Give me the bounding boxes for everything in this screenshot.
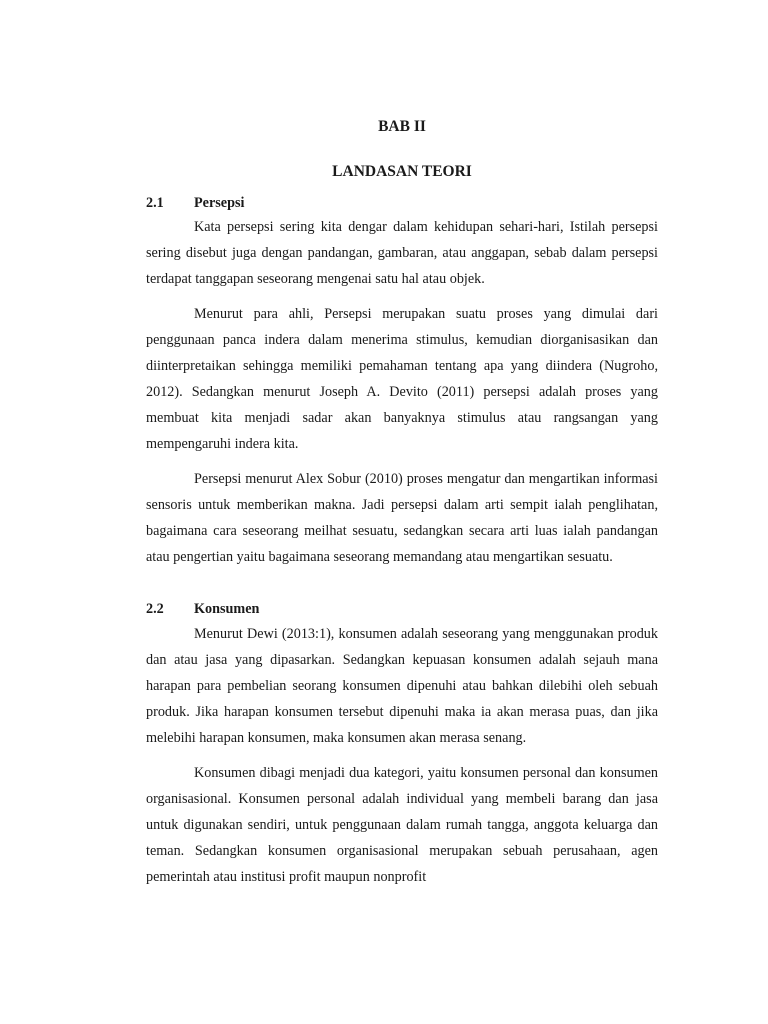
section-heading-persepsi bbox=[146, 193, 658, 213]
paragraph: Konsumen dibagi menjadi dua kategori, yaitu konsumen personal dan konsumen organisasional. Konsumen personal adalah individual yang membeli barang dan jasa untuk digunakan sendiri, untuk penggunaan dalam rumah tangga, anggota keluarga dan teman. Sedangkan konsumen organisasional merupakan sebuah perusahaan, agen pemerintah atau institusi profit maupun nonprofit bbox=[146, 765, 658, 885]
section-heading-konsumen bbox=[146, 599, 658, 619]
section-number: 2.1 bbox=[146, 195, 164, 211]
chapter-title: LANDASAN TEORI bbox=[332, 163, 472, 180]
section-number: 2.2 bbox=[146, 601, 164, 617]
paragraph: Menurut para ahli, Persepsi merupakan suatu proses yang dimulai dari penggunaan panca indera dalam menerima stimulus, kemudian diorganisasikan dan diinterpretaikan sehingga memiliki pemahaman tentang apa yang diindera (Nugroho, 2012). Sedangkan menurut Joseph A. Devito (2011) persepsi adalah proses yang membuat kita menjadi sadar akan banyaknya stimulus atau rangsangan yang mempengaruhi indera kita. bbox=[146, 306, 658, 452]
section-body-persepsi bbox=[146, 214, 658, 570]
section-title: Persepsi bbox=[194, 195, 245, 211]
chapter-number: BAB II bbox=[378, 118, 426, 135]
paragraph: Menurut Dewi (2013:1), konsumen adalah seseorang yang menggunakan produk dan atau jasa yang dipasarkan. Sedangkan kepuasan konsumen adalah sejauh mana harapan para pembelian seorang konsumen dipenuhi atau bahkan dilebihi oleh sebuah produk. Jika harapan konsumen tersebut dipenuhi maka ia akan merasa puas, dan jika melebihi harapan konsumen, maka konsumen akan merasa senang. bbox=[146, 626, 658, 746]
section-title: Konsumen bbox=[194, 601, 260, 617]
section-body-konsumen bbox=[146, 621, 658, 890]
paragraph: Persepsi menurut Alex Sobur (2010) proses mengatur dan mengartikan informasi sensoris untuk memberikan makna. Jadi persepsi dalam arti sempit ialah penglihatan, bagaimana cara seseorang meilhat sesuatu, sedangkan secara arti luas ialah pandangan atau pengertian yaitu bagaimana seseorang memandang atau mengartikan sesuatu. bbox=[146, 471, 658, 565]
paragraph: Kata persepsi sering kita dengar dalam kehidupan sehari-hari, Istilah persepsi sering disebut juga dengan pandangan, gambaran, atau anggapan, sebab dalam persepsi terdapat tanggapan seseorang mengenai satu hal atau objek. bbox=[146, 219, 658, 287]
